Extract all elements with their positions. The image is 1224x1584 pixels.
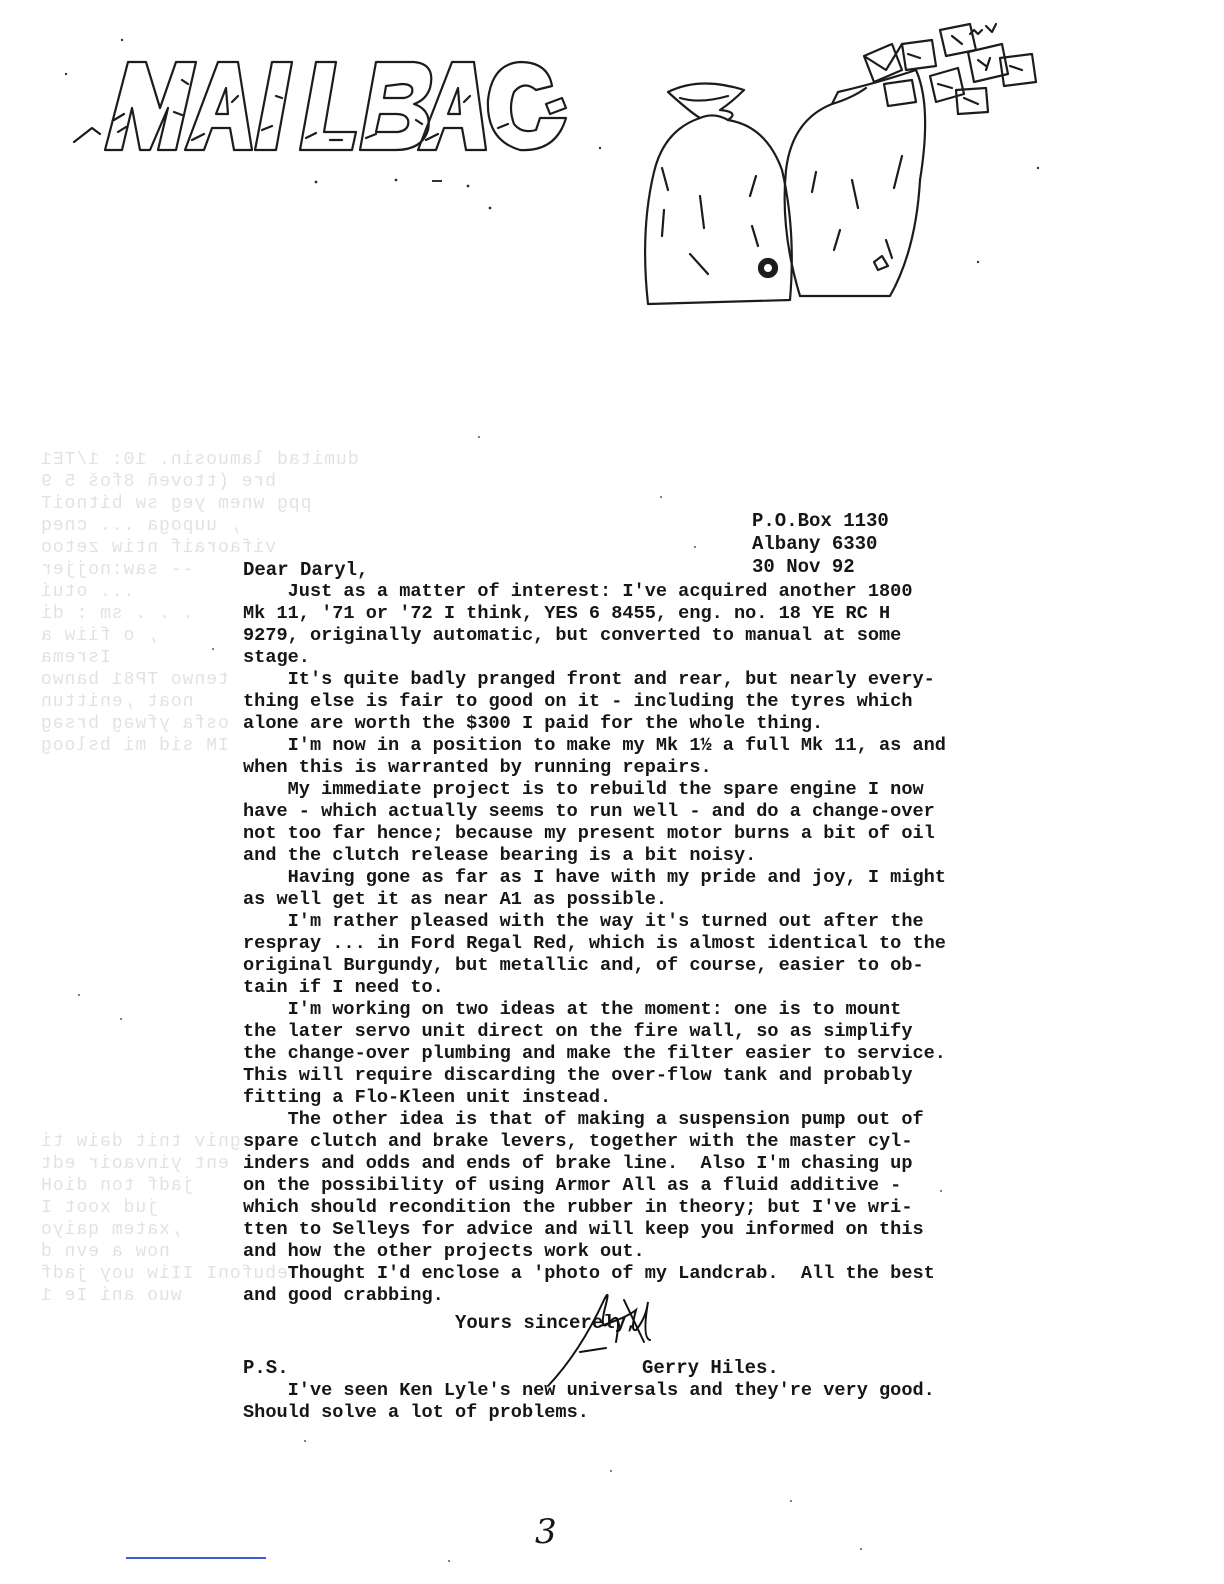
scan-speck	[660, 496, 662, 498]
letter-g-envelope-art	[488, 62, 566, 150]
letter-line: It's quite badly pranged front and rear, but nearly every-	[243, 669, 935, 690]
letter-line: respray ... in Ford Regal Red, which is almost identical to the	[243, 933, 946, 954]
letter-closing: Yours sincerely,	[455, 1312, 638, 1334]
letter-line: as well get it as near A1 as possible.	[243, 889, 668, 910]
letter-line: 9279, originally automatic, but converted to manual at some	[243, 625, 902, 646]
scan-speck	[78, 994, 80, 996]
mailbag-masthead-illustration	[0, 0, 1224, 330]
letter-line: tten to Selleys for advice and will keep you informed on this	[243, 1219, 924, 1240]
letter-salutation: Dear Daryl,	[243, 559, 369, 581]
address-po-box: P.O.Box 1130	[752, 510, 889, 532]
letter-line: original Burgundy, but metallic and, of course, easier to ob-	[243, 955, 924, 976]
letter-line: stage.	[243, 647, 310, 668]
left-mail-sack-art	[645, 83, 792, 304]
sender-address-block	[752, 510, 889, 579]
letter-line: the later servo unit direct on the fire wall, so as simplify	[243, 1021, 913, 1042]
letter-line: and good crabbing.	[243, 1285, 444, 1306]
letter-a-envelope-art	[185, 62, 252, 150]
letter-line: spare clutch and brake levers, together with the master cyl-	[243, 1131, 913, 1152]
flying-envelopes-art	[864, 24, 1036, 114]
postscript-line: I've seen Ken Lyle's new universals and they're very good.	[243, 1380, 935, 1401]
letter-m-envelope-art	[105, 62, 196, 150]
address-town: Albany 6330	[752, 533, 878, 555]
letter-a2-envelope-art	[418, 62, 486, 150]
letter-line: the change-over plumbing and make the filter easier to service.	[243, 1043, 946, 1064]
scan-speck	[860, 1548, 862, 1550]
scan-speck	[940, 1190, 942, 1192]
letter-line: Having gone as far as I have with my pride and joy, I might	[243, 867, 946, 888]
letter-line: I'm now in a position to make my Mk 1½ a full Mk 11, as and	[243, 735, 946, 756]
letter-line: and how the other projects work out.	[243, 1241, 645, 1262]
letter-line: thing else is fair to good on it - including the tyres which	[243, 691, 913, 712]
letter-line: alone are worth the $300 I paid for the whole thing.	[243, 713, 824, 734]
letter-line: Thought I'd enclose a 'photo of my Landcrab. All the best	[243, 1263, 935, 1284]
postscript-body	[243, 1380, 935, 1424]
letter-line: Mk 11, '71 or '72 I think, YES 6 8455, eng. no. 18 YE RC H	[243, 603, 891, 624]
letter-i-envelope-art	[255, 62, 292, 150]
letter-line: have - which actually seems to run well - and do a change-over	[243, 801, 935, 822]
letter-line: and the clutch release bearing is a bit noisy.	[243, 845, 757, 866]
letter-line: This will require discarding the over-flow tank and probably	[243, 1065, 913, 1086]
letter-line: My immediate project is to rebuild the spare engine I now	[243, 779, 924, 800]
scan-speck	[694, 546, 696, 548]
letter-date: 30 Nov 92	[752, 556, 855, 578]
scan-speck	[478, 436, 480, 438]
letter-line: inders and odds and ends of brake line. Also I'm chasing up	[243, 1153, 913, 1174]
scan-edge-line	[126, 1557, 266, 1559]
show-through-reverse-text: dumitad lamuosin. 10: 1/TE1 bre (ttoveñ 8foš 5 9 ppg wnem yeg sw bitnoiT , uupoga ... cneq vifaoraif ntiw zetoo -- saw:nojjer ... otuí . . . sm : di , o fiiw a Isrema tenwo TP81 banwo noat ,enittun osfa yfwəg brsəg IM sid mi bsloog gniv tnit dəiw ti ent yinvaoir edt jadf ton dioH jud xoot I ,xatem qaiyo now a evn d ebufonI IIiw uoy jadf wuo ani Ie 1	[40, 450, 359, 1306]
letter-l-envelope-art	[300, 62, 356, 150]
scan-speck	[610, 1470, 612, 1472]
letter-line: fitting a Flo-Kleen unit instead.	[243, 1087, 612, 1108]
letter-line: when this is warranted by running repairs.	[243, 757, 712, 778]
letter-line: tain if I need to.	[243, 977, 444, 998]
scan-speck	[790, 1500, 792, 1502]
letter-line: on the possibility of using Armor All as a fluid additive -	[243, 1175, 902, 1196]
letter-line: Just as a matter of interest: I've acquired another 1800	[243, 581, 913, 602]
scan-speck	[304, 1440, 306, 1442]
letter-body	[243, 581, 1003, 1307]
scan-speck	[120, 1018, 122, 1020]
postscript-line: Should solve a lot of problems.	[243, 1402, 589, 1423]
scan-speck	[212, 648, 214, 650]
letter-b-envelope-art	[360, 62, 431, 150]
letter-line: I'm working on two ideas at the moment: one is to mount	[243, 999, 902, 1020]
scan-speck	[448, 1560, 450, 1562]
postscript-label: P.S.	[243, 1357, 289, 1379]
letter-line: which should recondition the rubber in theory; but I've wri-	[243, 1197, 913, 1218]
page-number: 3	[535, 1512, 557, 1552]
letter-line: The other idea is that of making a suspension pump out of	[243, 1109, 924, 1130]
signer-name: Gerry Hiles.	[642, 1357, 779, 1379]
letter-line: not too far hence; because my present motor burns a bit of oil	[243, 823, 935, 844]
letter-line: I'm rather pleased with the way it's turned out after the	[243, 911, 924, 932]
